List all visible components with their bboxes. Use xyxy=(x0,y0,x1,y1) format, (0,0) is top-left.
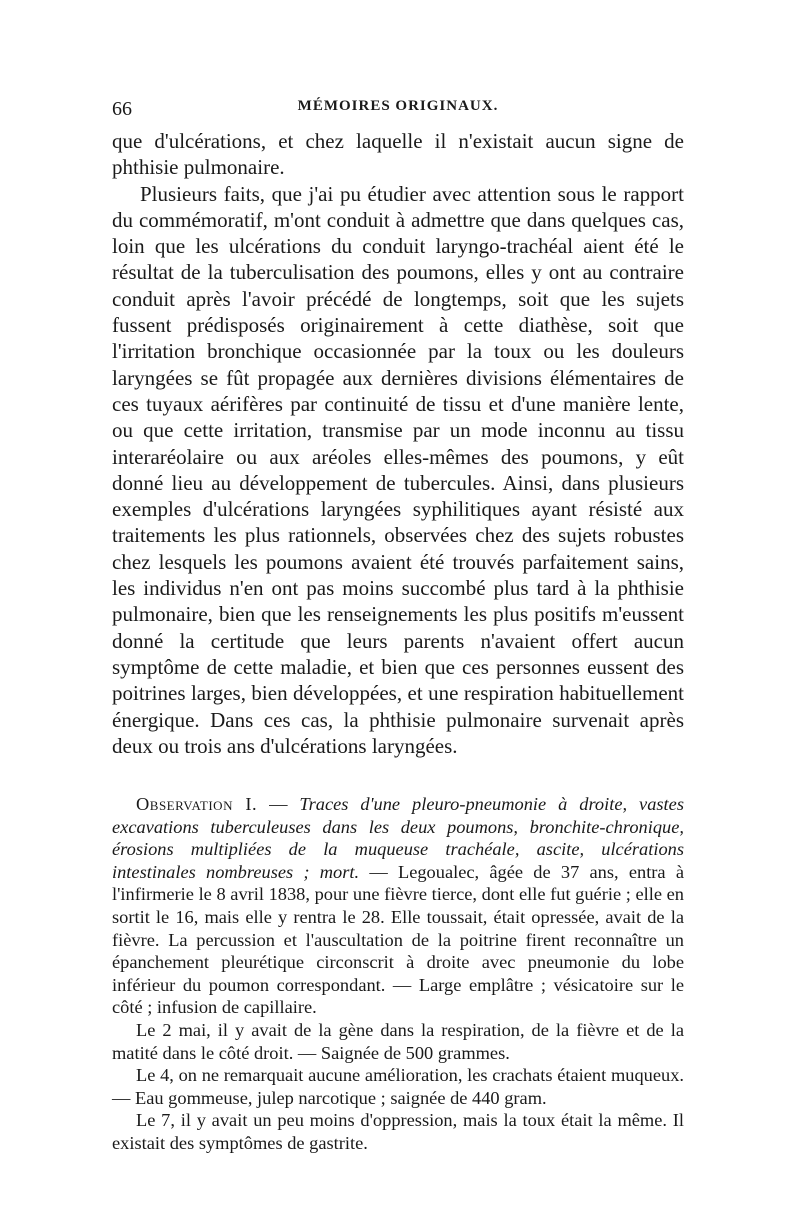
paragraph-main: Plusieurs faits, que j'ai pu étudier avec attention sous le rapport du commémoratif, m'ont conduit à admettre que dans quelques cas, loin que les ulcérations du conduit laryngo-trachéal aient été le résultat de la tuberculisation des poumons, elles y ont au contraire conduit après l'avoir précédé de longtemps, soit que les sujets fussent prédisposés originairement à cette diathèse, soit que l'irritation bronchique occasionnée par la toux ou les douleurs laryngées se fût propagée aux dernières divisions élémentaires de ces tuyaux aérifères par continuité de tissu et d'une manière lente, ou que cette irritation, transmise par un mode inconnu au tissu interaréolaire ou aux aréoles elles-mêmes des poumons, y eût donné lieu au développement de tubercules. Ainsi, dans plusieurs exemples d'ulcérations laryngées syphilitiques ayant résisté aux traitements les plus rationnels, observées chez des sujets robustes chez lesquels les poumons avaient été trouvés parfaitement sains, les individus n'en ont pas moins succombé plus tard à la phthisie pulmonaire, bien que les renseignements les plus positifs m'eussent donné la certitude que leurs parents n'avaient offert aucun symptôme de cette maladie, et bien que ces personnes eussent des poitrines larges, bien développées, et une respiration habituellement énergique. Dans ces cas, la phthisie pulmonaire survenait après deux ou trois ans d'ulcérations laryngées. xyxy=(112,181,684,758)
observation-paragraph-2: Le 2 mai, il y avait de la gène dans la respiration, de la fièvre et de la matité dans le côté droit. — Saignée de 500 grammes. xyxy=(112,1019,684,1063)
observation-paragraph-3: Le 4, on ne remarquait aucune amélioration, les crachats étaient muqueux. — Eau gommeuse, julep narcotique ; saignée de 440 gram. xyxy=(112,1065,684,1108)
observation-dash: — xyxy=(257,794,300,814)
observation-intro xyxy=(112,793,684,1019)
observation-block xyxy=(112,793,684,1155)
page-header xyxy=(112,98,684,128)
page-number: 66 xyxy=(112,98,132,120)
observation-label: Observation I. xyxy=(136,794,258,814)
observation-paragraph-4: Le 7, il y avait un peu moins d'oppression, mais la toux était la même. Il existait des symptômes de gastrite. xyxy=(112,1110,684,1153)
observation-title: Traces d'une pleuro-pneumonie à droite, vastes excavations tuberculeuses dans les deux poumons, bronchite-chronique, érosions multipliées de la muqueuse trachéale, ascite, ulcérations intestinales nombreuses ; mort. xyxy=(112,794,684,882)
paragraph-continuation: que d'ulcérations, et chez laquelle il n'existait aucun signe de phthisie pulmonaire. xyxy=(112,129,684,180)
main-text xyxy=(112,128,684,759)
observation-body: — Legoualec, âgée de 37 ans, entra à l'infirmerie le 8 avril 1838, pour une fièvre tierce, dont elle fut guérie ; elle en sortit le 16, mais elle y rentra le 28. Elle toussait, était opressée, avait de la fièvre. La percussion et l'auscultation de la poitrine firent reconnaître un épanchement pleurétique circonscrit à droite avec pneumonie du lobe inférieur du poumon correspondant. — Large emplâtre ; vésicatoire sur le côté ; infusion de capillaire. xyxy=(112,861,684,1018)
running-title: MÉMOIRES ORIGINAUX. xyxy=(297,98,499,114)
